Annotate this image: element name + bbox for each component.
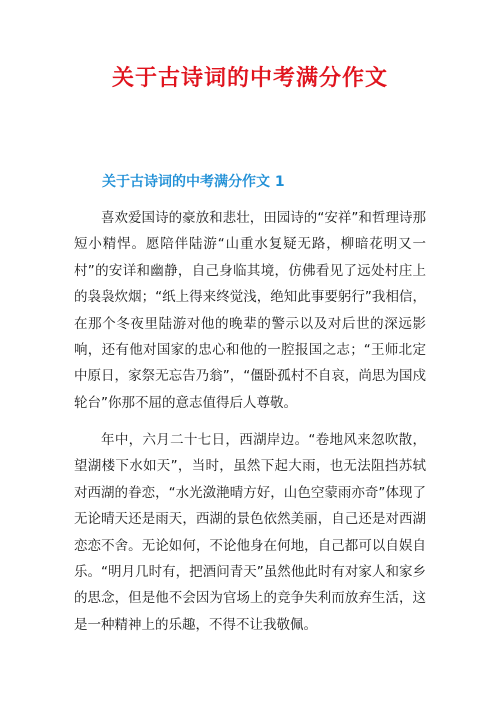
section-title: 关于古诗词的中考满分作文 1 <box>102 174 285 190</box>
document-title: 关于古诗词的中考满分作文 <box>111 66 388 91</box>
paragraph-1: 喜欢爱国诗的豪放和悲壮，田园诗的“安祥”和哲理诗那短小精悍。愿陪伴陆游“山重水复疑无路，柳暗花明又一村”的安详和幽静，自己身临其境，仿佛看见了远处村庄上的袅袅炊烟；“纸上得来终觉浅，绝知此事要躬行”我相信，在那个冬夜里陆游对他的晚辈的警示以及对后世的深远影响，还有他对国家的忠心和他的一腔报国之志；“王师北定中原日，家祭无忘告乃翁”，“僵卧孤村不自哀，尚思为国戍轮台”你那不屈的意志值得后人尊敬。 <box>74 210 426 411</box>
paragraph-2: 年中，六月二十七日，西湖岸边。“卷地风来忽吹散，望湖楼下水如天”，当时，虽然下起大雨，也无法阻挡苏轼对西湖的眷恋，“水光潋滟晴方好，山色空蒙雨亦奇”体现了无论晴天还是雨天，西湖的景色依然美丽，自己还是对西湖恋恋不舍。无论如何，不论他身在何地，自己都可以自娱自乐。“明月几时有，把酒问青天”虽然他此时有对家人和家乡的思念，但是他不会因为官场上的竞争失利而放弃生活，这是一种精神上的乐趣，不得不让我敬佩。 <box>74 432 426 633</box>
